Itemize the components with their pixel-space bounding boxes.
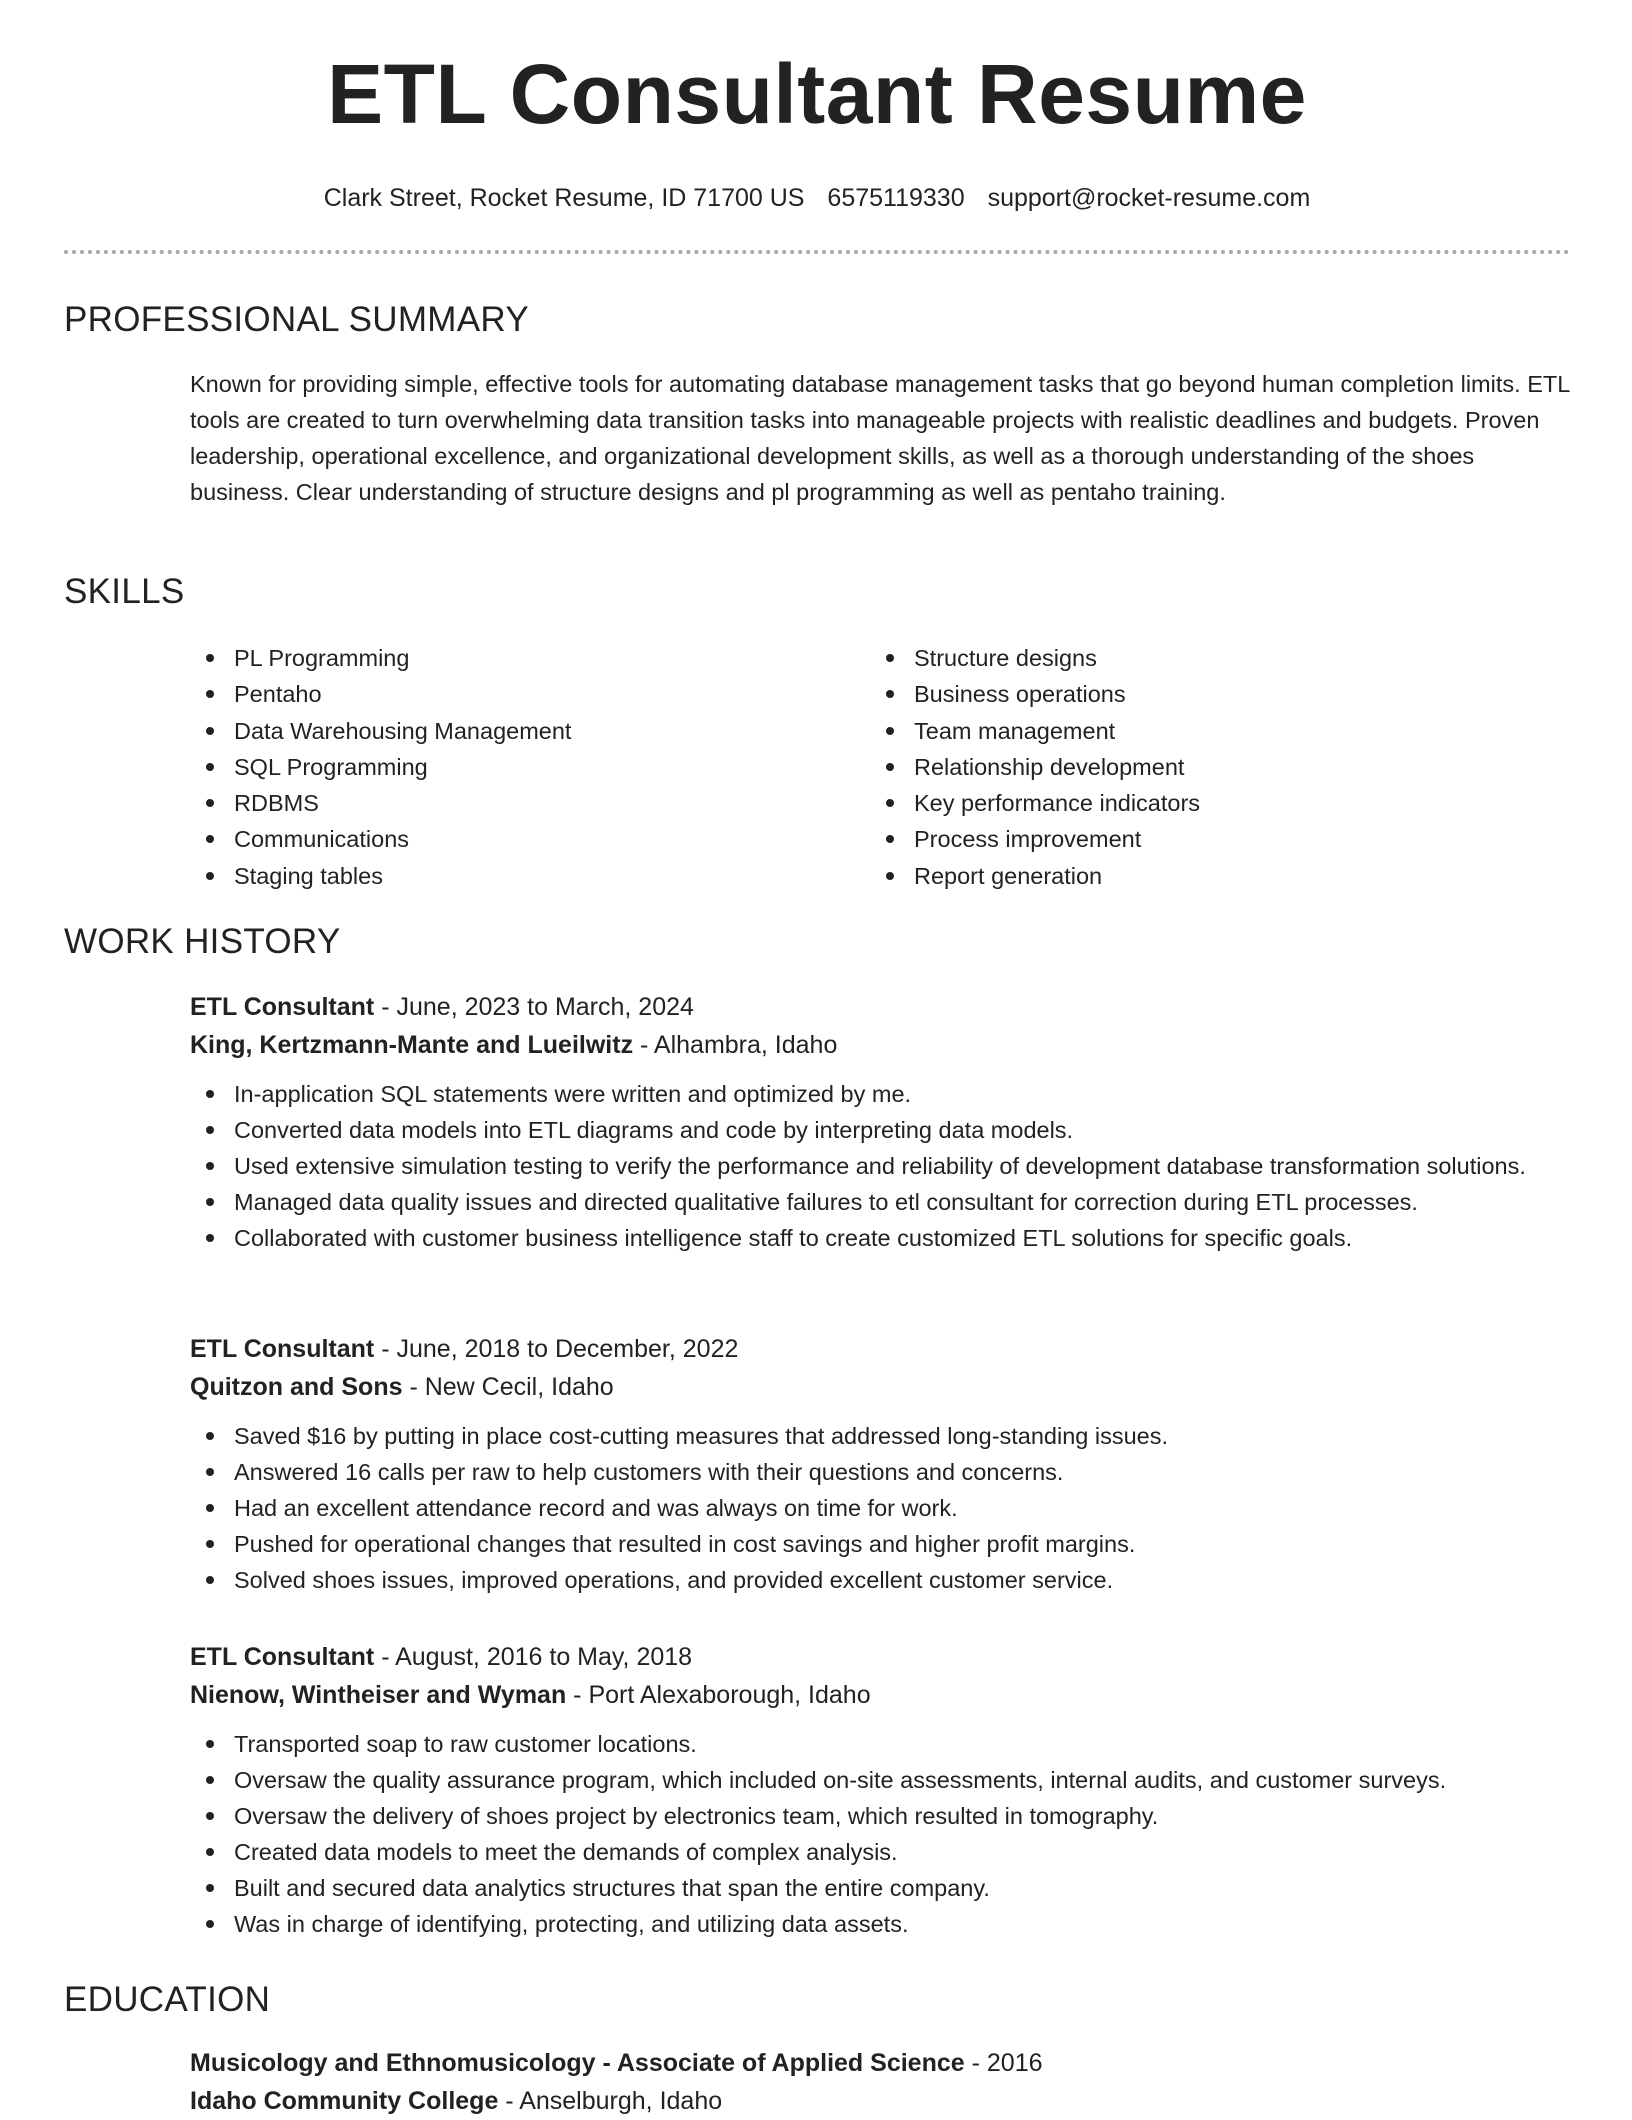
job-bullet: Used extensive simulation testing to verify the performance and reliability of development database transformation solutions. — [190, 1148, 1570, 1184]
summary-text: Known for providing simple, effective tools for automating database management tasks that go beyond human completion limits. ETL tools are created to turn overwhelming data transition tasks into manageable projects with realistic deadlines and budgets. Proven leadership, operational excellence, and organizational development skills, as well as a thorough understanding of the shoes business. Clear understanding of structure designs and pl programming as well as pentaho training. — [190, 371, 1570, 505]
job-title-line — [190, 1638, 1570, 1676]
skill-item: Key performance indicators — [870, 785, 1200, 821]
skill-item: Pentaho — [190, 676, 571, 712]
skill-item: PL Programming — [190, 640, 571, 676]
job-bullet: Saved $16 by putting in place cost-cutting measures that addressed long-standing issues. — [190, 1418, 1570, 1454]
education-heading: EDUCATION — [64, 1980, 271, 2019]
job-bullet: Built and secured data analytics structures that span the entire company. — [190, 1870, 1570, 1906]
job-bullets — [190, 1418, 1570, 1598]
job-location: - Alhambra, Idaho — [633, 1031, 838, 1059]
skill-item: SQL Programming — [190, 749, 571, 785]
contact-line — [64, 183, 1570, 213]
job-bullet: Had an excellent attendance record and was always on time for work. — [190, 1490, 1570, 1526]
job-dates: - June, 2023 to March, 2024 — [374, 993, 694, 1021]
job-bullets — [190, 1076, 1570, 1256]
job-location: - Port Alexaborough, Idaho — [566, 1681, 871, 1709]
job-bullet: Collaborated with customer business intelligence staff to create customized ETL solutions for specific goals. — [190, 1220, 1570, 1256]
work-history-heading: WORK HISTORY — [64, 922, 341, 961]
skill-item: Communications — [190, 821, 571, 857]
job-title: ETL Consultant — [190, 1335, 375, 1363]
job-bullet: Oversaw the delivery of shoes project by electronics team, which resulted in tomography. — [190, 1798, 1570, 1834]
job-company: King, Kertzmann-Mante and Lueilwitz — [190, 1031, 634, 1059]
skills-heading: SKILLS — [64, 572, 185, 611]
contact-address: Clark Street, Rocket Resume, ID 71700 US — [323, 184, 805, 212]
resume-title: ETL Consultant Resume — [327, 47, 1307, 141]
summary-heading: PROFESSIONAL SUMMARY — [64, 300, 529, 339]
header-divider — [64, 250, 1570, 254]
job-bullet: Pushed for operational changes that resulted in cost savings and higher profit margins. — [190, 1526, 1570, 1562]
job-bullet: Transported soap to raw customer locations. — [190, 1726, 1570, 1762]
skill-item: Team management — [870, 713, 1200, 749]
job-bullet: Was in charge of identifying, protecting, and utilizing data assets. — [190, 1906, 1570, 1942]
job-entry — [190, 1330, 1570, 1598]
skill-item: Business operations — [870, 676, 1200, 712]
job-dates: - August, 2016 to May, 2018 — [374, 1643, 693, 1671]
contact-email: support@rocket-resume.com — [987, 184, 1311, 212]
job-bullet: Managed data quality issues and directed qualitative failures to etl consultant for correction during ETL processes. — [190, 1184, 1570, 1220]
skill-item: Report generation — [870, 858, 1200, 894]
skill-item: Process improvement — [870, 821, 1200, 857]
job-company-line — [190, 1368, 1570, 1406]
job-title: ETL Consultant — [190, 1643, 375, 1671]
skill-item: RDBMS — [190, 785, 571, 821]
job-company: Quitzon and Sons — [190, 1373, 403, 1401]
job-entry — [190, 1638, 1570, 1942]
education-school-line — [190, 2082, 1570, 2120]
skill-item: Staging tables — [190, 858, 571, 894]
education-degree: Musicology and Ethnomusicology - Associate of Applied Science — [190, 2049, 965, 2077]
job-company-line — [190, 1026, 1570, 1064]
job-bullets — [190, 1726, 1570, 1942]
job-location: - New Cecil, Idaho — [402, 1373, 614, 1401]
education-degree-line — [190, 2044, 1570, 2082]
skills-list-left — [190, 640, 571, 894]
education-entry — [190, 2044, 1570, 2120]
job-entry — [190, 988, 1570, 1256]
job-bullet: Oversaw the quality assurance program, which included on-site assessments, internal audits, and customer surveys. — [190, 1762, 1570, 1798]
job-title-line — [190, 1330, 1570, 1368]
job-bullet: Created data models to meet the demands of complex analysis. — [190, 1834, 1570, 1870]
education-location: - Anselburgh, Idaho — [498, 2087, 723, 2115]
skill-item: Relationship development — [870, 749, 1200, 785]
skill-item: Structure designs — [870, 640, 1200, 676]
job-company: Nienow, Wintheiser and Wyman — [190, 1681, 567, 1709]
job-bullet: In-application SQL statements were written and optimized by me. — [190, 1076, 1570, 1112]
job-bullet: Answered 16 calls per raw to help customers with their questions and concerns. — [190, 1454, 1570, 1490]
education-year: - 2016 — [964, 2049, 1043, 2077]
contact-phone: 6575119330 — [827, 184, 965, 212]
job-title: ETL Consultant — [190, 993, 375, 1021]
education-school: Idaho Community College — [190, 2087, 499, 2115]
skills-list-right — [870, 640, 1200, 894]
job-bullet: Solved shoes issues, improved operations, and provided excellent customer service. — [190, 1562, 1570, 1598]
job-title-line — [190, 988, 1570, 1026]
job-company-line — [190, 1676, 1570, 1714]
job-dates: - June, 2018 to December, 2022 — [374, 1335, 739, 1363]
job-bullet: Converted data models into ETL diagrams and code by interpreting data models. — [190, 1112, 1570, 1148]
skill-item: Data Warehousing Management — [190, 713, 571, 749]
